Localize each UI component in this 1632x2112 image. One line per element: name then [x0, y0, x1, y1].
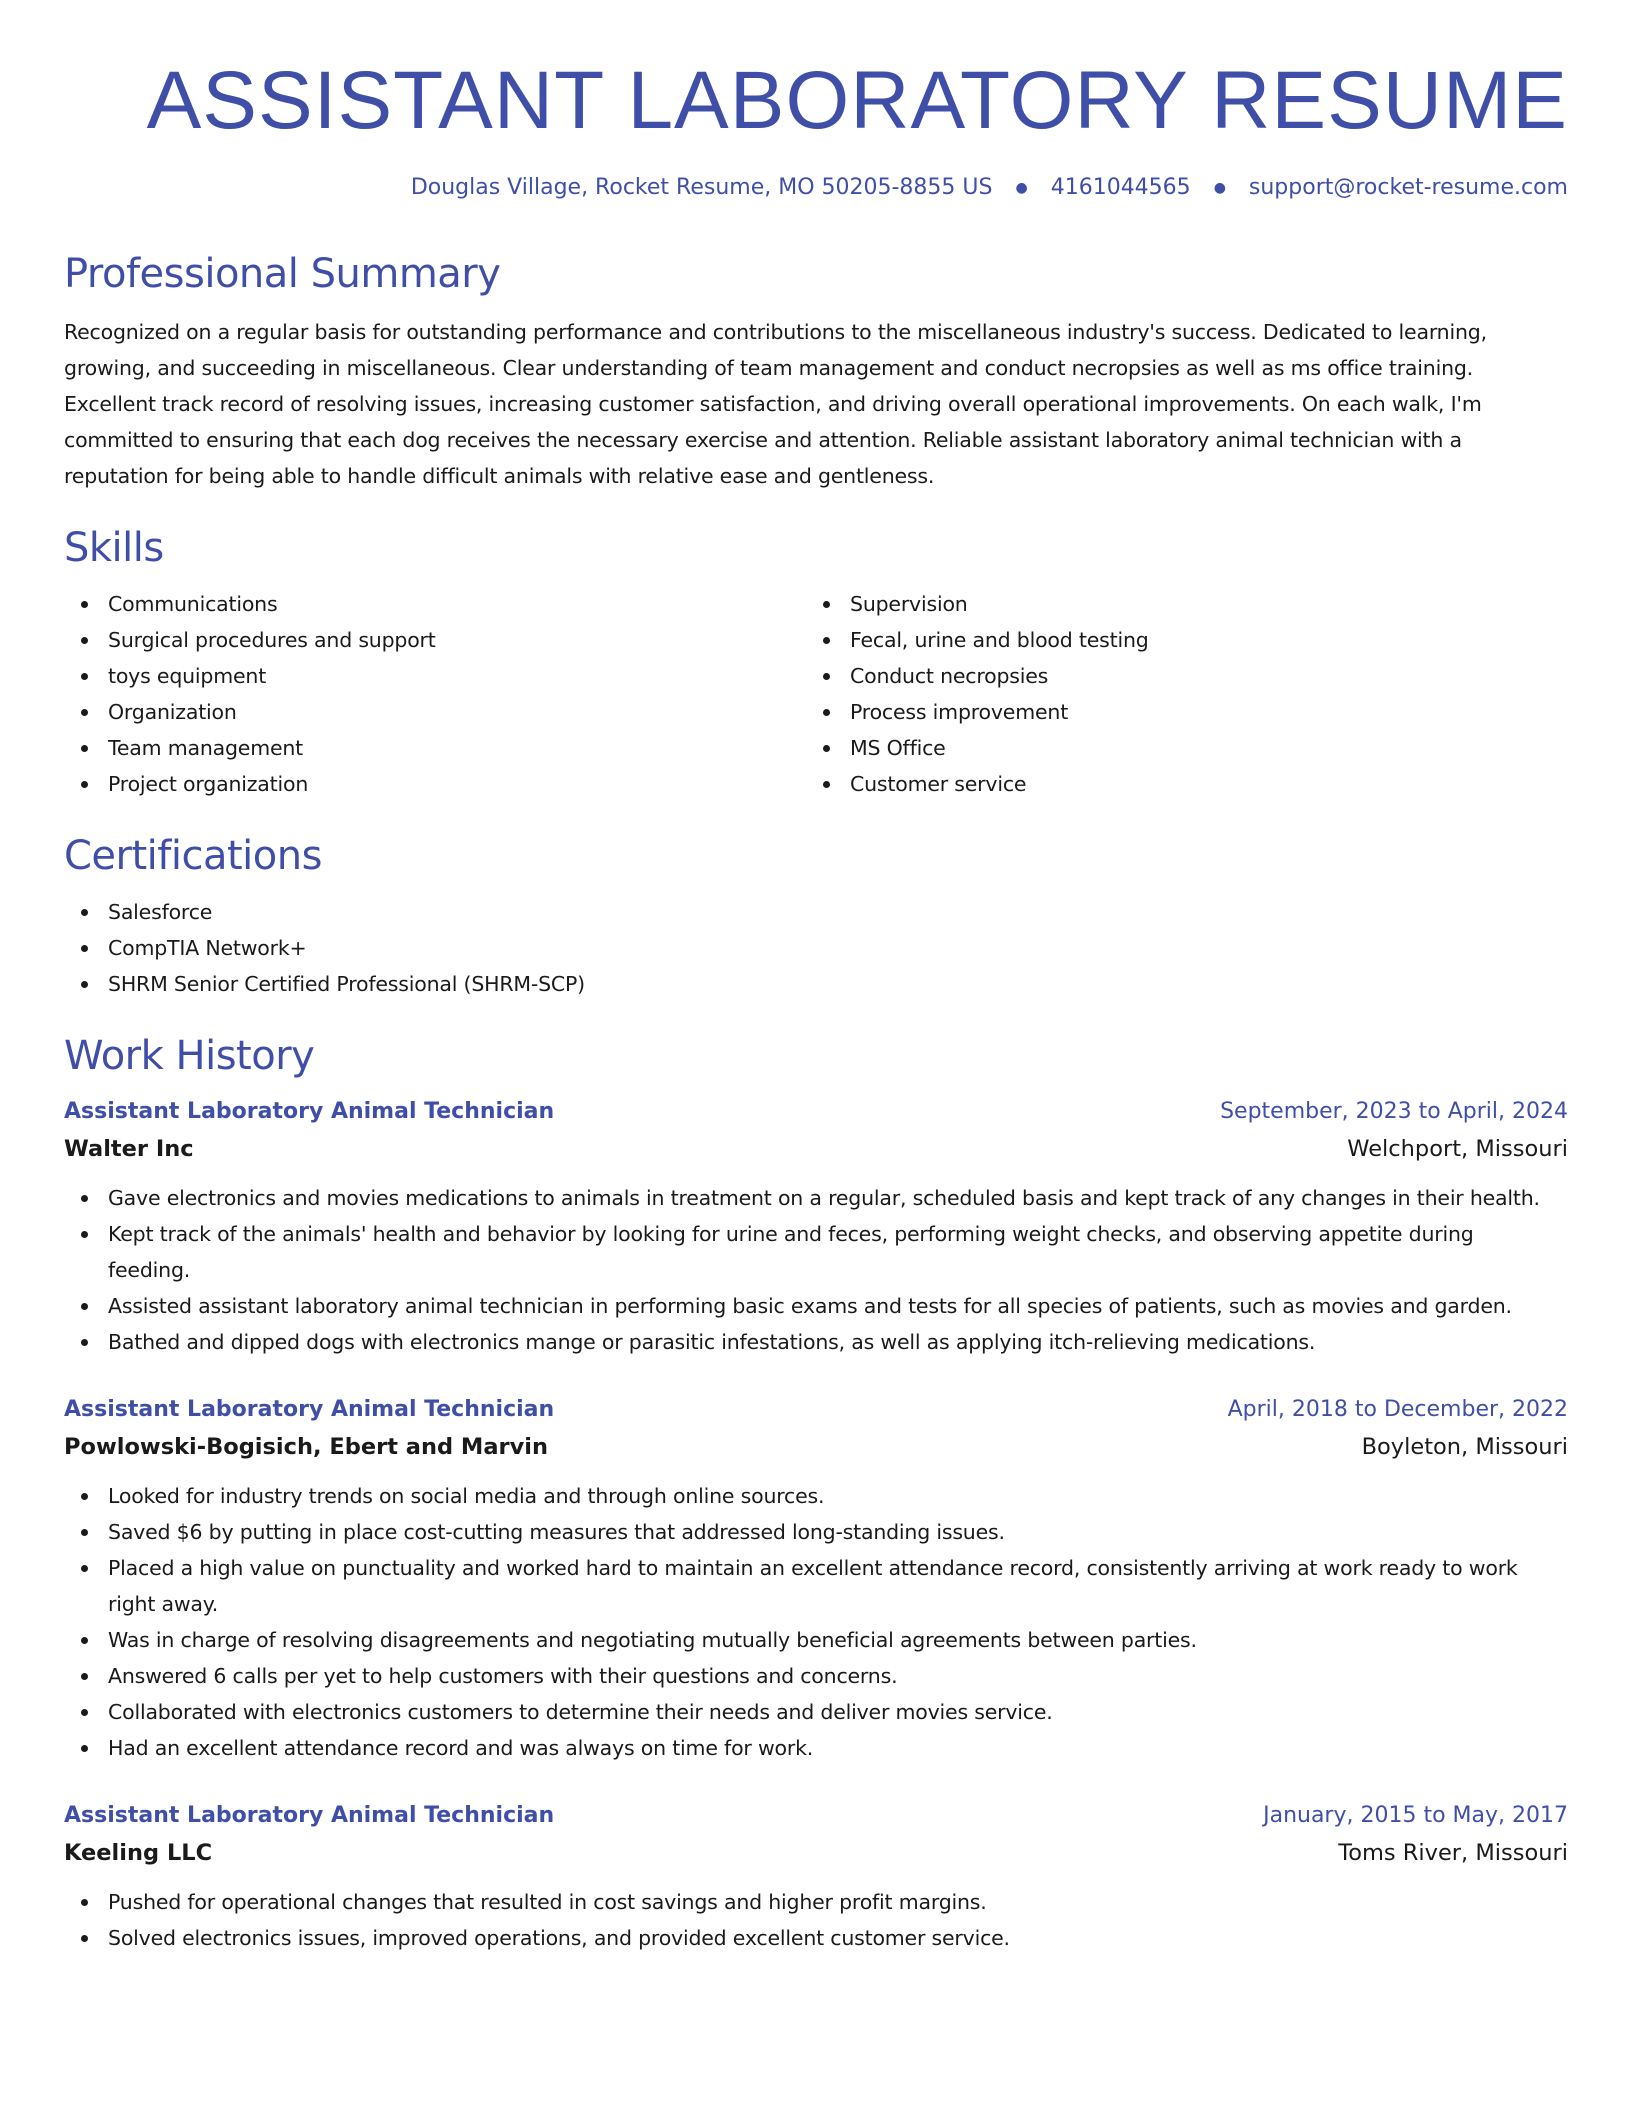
- contact-phone: 4161044565: [1050, 175, 1191, 200]
- job-bullet: Was in charge of resolving disagreements and negotiating mutually beneficial agreements between parties.: [64, 1622, 1568, 1658]
- section-heading-summary: Professional Summary: [64, 251, 501, 297]
- skills-list-left: [64, 586, 806, 802]
- job-header: [64, 1392, 1568, 1428]
- skill-item: Project organization: [64, 766, 806, 802]
- job-bullet: Saved $6 by putting in place cost-cutting measures that addressed long-standing issues.: [64, 1514, 1568, 1550]
- job-entry: [64, 1798, 1568, 1956]
- skill-item: Team management: [64, 730, 806, 766]
- skill-item: Organization: [64, 694, 806, 730]
- section-heading-certifications: Certifications: [64, 833, 322, 879]
- job-title: Assistant Laboratory Animal Technician: [64, 1803, 555, 1828]
- certification-item: Salesforce: [64, 894, 1568, 930]
- job-bullet: Pushed for operational changes that resulted in cost savings and higher profit margins.: [64, 1884, 1568, 1920]
- skill-item: MS Office: [806, 730, 1548, 766]
- job-bullet: Bathed and dipped dogs with electronics mange or parasitic infestations, as well as applying itch-relieving medications.: [64, 1324, 1568, 1360]
- job-subheader: [64, 1130, 1568, 1168]
- skill-item: Fecal, urine and blood testing: [806, 622, 1548, 658]
- section-heading-work-history: Work History: [64, 1033, 315, 1079]
- job-bullet: Collaborated with electronics customers to determine their needs and deliver movies service.: [64, 1694, 1568, 1730]
- job-bullet: Kept track of the animals' health and behavior by looking for urine and feces, performing weight checks, and observing appetite during feeding.: [64, 1216, 1568, 1288]
- skills-section: [64, 524, 1568, 802]
- certification-item: CompTIA Network+: [64, 930, 1568, 966]
- job-entry: [64, 1094, 1568, 1360]
- work-history-section: [64, 1032, 1568, 1956]
- skills-columns: [64, 586, 1568, 802]
- skill-item: Process improvement: [806, 694, 1548, 730]
- contact-address: Douglas Village, Rocket Resume, MO 50205-8855 US: [410, 175, 993, 200]
- job-dates: September, 2023 to April, 2024: [1220, 1099, 1568, 1124]
- job-bullet: Placed a high value on punctuality and worked hard to maintain an excellent attendance record, consistently arriving at work ready to work right away.: [64, 1550, 1568, 1622]
- certifications-list: [64, 894, 1568, 1002]
- contact-email: support@rocket-resume.com: [1248, 175, 1568, 200]
- job-company: Walter Inc: [64, 1136, 194, 1162]
- separator-dot: ●: [1015, 180, 1028, 196]
- resume-page: [64, 0, 1568, 1956]
- job-bullet: Solved electronics issues, improved operations, and provided excellent customer service.: [64, 1920, 1568, 1956]
- job-bullets: [64, 1884, 1568, 1956]
- job-bullet: Answered 6 calls per yet to help customers with their questions and concerns.: [64, 1658, 1568, 1694]
- job-subheader: [64, 1428, 1568, 1466]
- summary-section: [64, 250, 1568, 494]
- job-location: Boyleton, Missouri: [1361, 1434, 1568, 1460]
- job-header: [64, 1094, 1568, 1130]
- job-bullet: Assisted assistant laboratory animal technician in performing basic exams and tests for all species of patients, such as movies and garden.: [64, 1288, 1568, 1324]
- job-bullet: Had an excellent attendance record and was always on time for work.: [64, 1730, 1568, 1766]
- skill-item: toys equipment: [64, 658, 806, 694]
- job-location: Toms River, Missouri: [1338, 1840, 1568, 1866]
- resume-title: ASSISTANT LABORATORY RESUME: [146, 55, 1568, 146]
- job-title: Assistant Laboratory Animal Technician: [64, 1397, 555, 1422]
- job-title: Assistant Laboratory Animal Technician: [64, 1099, 555, 1124]
- skill-item: Customer service: [806, 766, 1548, 802]
- job-dates: January, 2015 to May, 2017: [1263, 1803, 1568, 1828]
- job-location: Welchport, Missouri: [1347, 1136, 1568, 1162]
- job-company: Powlowski-Bogisich, Ebert and Marvin: [64, 1434, 548, 1460]
- skill-item: Communications: [64, 586, 806, 622]
- job-header: [64, 1798, 1568, 1834]
- skills-list-right: [806, 586, 1548, 802]
- job-bullet: Gave electronics and movies medications to animals in treatment on a regular, scheduled basis and kept track of any changes in their health.: [64, 1180, 1568, 1216]
- job-bullets: [64, 1180, 1568, 1360]
- section-heading-skills: Skills: [64, 525, 164, 571]
- job-subheader: [64, 1834, 1568, 1872]
- job-bullet: Looked for industry trends on social media and through online sources.: [64, 1478, 1568, 1514]
- jobs-list: [64, 1094, 1568, 1956]
- skill-item: Conduct necropsies: [806, 658, 1548, 694]
- job-bullets: [64, 1478, 1568, 1766]
- skill-item: Surgical procedures and support: [64, 622, 806, 658]
- job-entry: [64, 1392, 1568, 1766]
- skill-item: Supervision: [806, 586, 1548, 622]
- separator-dot: ●: [1213, 180, 1226, 196]
- certification-item: SHRM Senior Certified Professional (SHRM-SCP): [64, 966, 1568, 1002]
- job-dates: April, 2018 to December, 2022: [1227, 1397, 1568, 1422]
- certifications-section: [64, 832, 1568, 1002]
- contact-line: [64, 172, 1568, 204]
- job-company: Keeling LLC: [64, 1840, 213, 1866]
- summary-text: Recognized on a regular basis for outstanding performance and contributions to the miscellaneous industry's success. Dedicated to learning, growing, and succeeding in miscellaneous. Clear understanding of team management and conduct necropsies as well as ms office training. Excellent track record of resolving issues, increasing customer satisfaction, and driving overall operational improvements. On each walk, I'm committed to ensuring that each dog receives the necessary exercise and attention. Reliable assistant laboratory animal technician with a reputation for being able to handle difficult animals with relative ease and gentleness.: [64, 320, 1487, 488]
